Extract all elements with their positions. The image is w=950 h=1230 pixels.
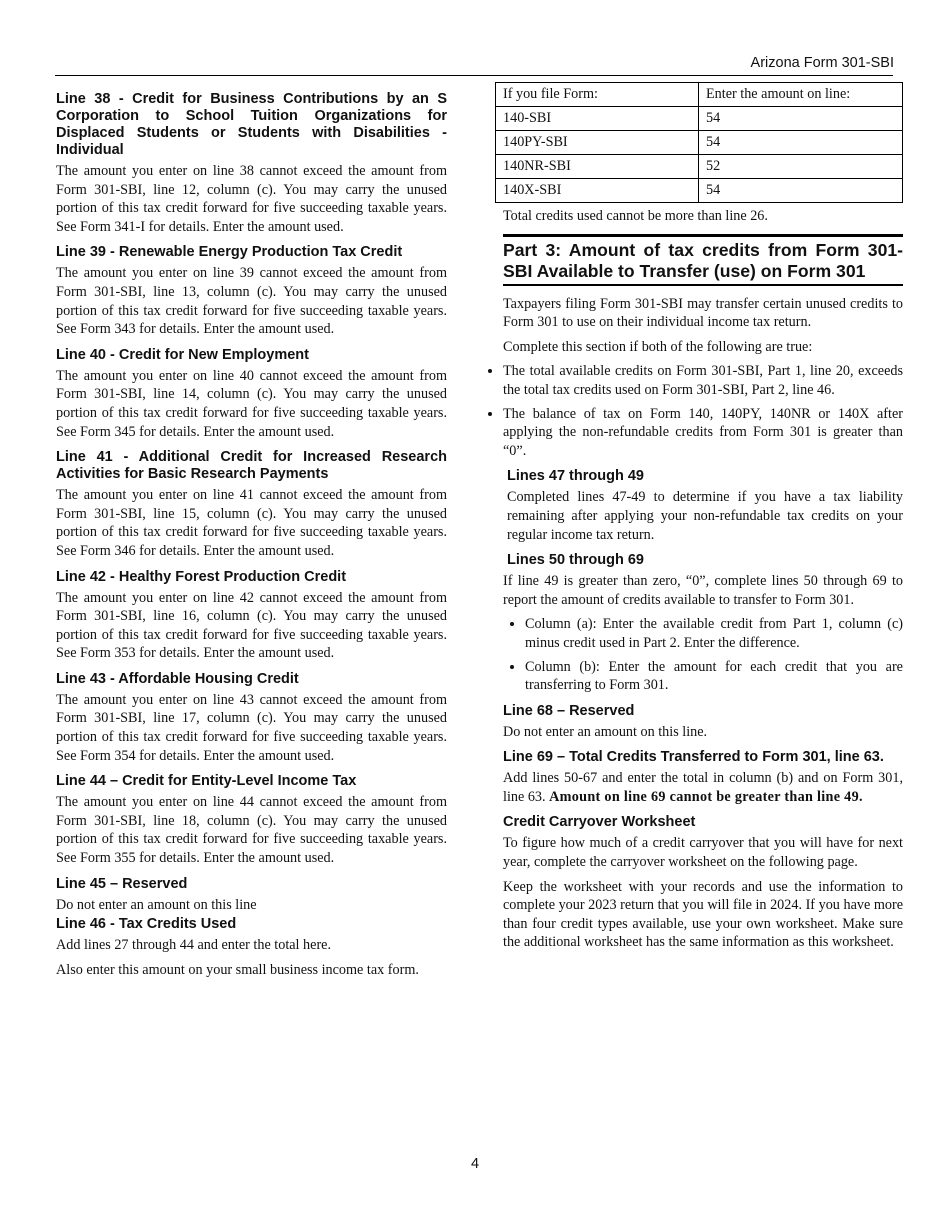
line-69-heading: Line 69 – Total Credits Transferred to Form 301, line 63.	[503, 749, 884, 766]
line-46-text-2: Also enter this amount on your small business income tax form.	[56, 961, 419, 978]
line-46-text: Add lines 27 through 44 and enter the total here.	[56, 937, 332, 954]
line-39-heading: Line 39 - Renewable Energy Production Tax Credit	[56, 244, 403, 261]
table-cell-form: 140-SBI	[496, 107, 699, 131]
part-3-conditions: Complete this section if both of the following are true:	[503, 338, 813, 355]
lines-47-49-heading: Lines 47 through 49	[507, 468, 644, 485]
line-44-text: The amount you enter on line 44 cannot exceed the amount from Form 301-SBI, line 18, column (c). You may carry the unused portion of this tax credit forward for five succeeding taxable years. See Form 355 for details. Enter the amount used.	[56, 794, 447, 867]
worksheet-heading: Credit Carryover Worksheet	[503, 814, 696, 831]
table-cell-line: 52	[699, 155, 903, 179]
line-45-text: Do not enter an amount on this line	[56, 896, 257, 913]
line-46-heading: Line 46 - Tax Credits Used	[56, 916, 237, 933]
table-row	[496, 107, 903, 131]
worksheet-text-2: Keep the worksheet with your records and use the information to complete your 2023 return that you will file in 2024. If you have more than four credit types available, use your own worksheet. Make sure the additional worksheet has the same information as this worksheet.	[503, 878, 903, 951]
part-3-title: Part 3: Amount of tax credits from Form 301-SBI Available to Transfer (use) on Form 301	[503, 234, 903, 286]
page-number: 4	[470, 1156, 480, 1172]
table-row	[496, 131, 903, 155]
line-68-text: Do not enter an amount on this line.	[503, 723, 708, 740]
table-cell-line: 54	[699, 179, 903, 203]
line-42-text: The amount you enter on line 42 cannot exceed the amount from Form 301-SBI, line 16, column (c). You may carry the unused portion of this tax credit forward for five succeeding taxable years. See Form 353 for details. Enter the amount used.	[56, 589, 447, 662]
part-3-bullet-list	[495, 362, 903, 460]
line-38-heading: Line 38 - Credit for Business Contributions by an S Corporation to School Tuition Organizations for Displaced Students or Students with Disabilities - Individual	[56, 91, 447, 158]
lines-50-69-text: If line 49 is greater than zero, “0”, complete lines 50 through 69 to report the amount of credits available to transfer to Form 301.	[503, 573, 903, 608]
table-note: Total credits used cannot be more than line 26.	[503, 208, 768, 224]
table-header-row	[496, 83, 903, 107]
line-38-text: The amount you enter on line 38 cannot exceed the amount from Form 301-SBI, line 12, column (c). You may carry the unused portion of this tax credit forward for five succeeding taxable years. See Form 341-I for details. Enter the amount used.	[56, 163, 447, 235]
worksheet-text: To figure how much of a credit carryover that you will have for next year, complete the carryover worksheet on the following page.	[503, 835, 903, 871]
list-item: • The total available credits on Form 301-SBI, Part 1, line 20, exceeds the total tax credits used on Form 301-SBI, Part 2, line 46.	[503, 362, 903, 399]
form-header-title: Arizona Form 301-SBI	[750, 55, 894, 71]
table-cell-form: 140PY-SBI	[496, 131, 699, 155]
line-69-instruction: Add lines 50-67 and enter the total in column (b) and on Form 301, line 63.	[503, 770, 903, 805]
table-cell-line: 54	[699, 107, 903, 131]
list-item: • The balance of tax on Form 140, 140PY, 140NR or 140X after applying the non-refundable credits from Form 301 is greater than “0”.	[503, 405, 903, 461]
table-header-cell: Enter the amount on line:	[699, 83, 903, 107]
line-40-heading: Line 40 - Credit for New Employment	[56, 346, 309, 363]
list-item: • Column (b): Enter the amount for each credit that you are transferring to Form 301.	[525, 658, 903, 695]
lines-50-69-heading: Lines 50 through 69	[507, 552, 644, 569]
line-69-text	[495, 769, 903, 806]
line-41-heading: Line 41 - Additional Credit for Increased Research Activities for Basic Research Payments	[56, 449, 447, 483]
lines-50-69-bullet-list	[495, 615, 903, 694]
table-header-cell: If you file Form:	[496, 83, 699, 107]
table-cell-line: 54	[699, 131, 903, 155]
line-42-heading: Line 42 - Healthy Forest Production Credit	[56, 568, 347, 585]
table-row	[496, 179, 903, 203]
line-68-heading: Line 68 – Reserved	[503, 702, 635, 719]
table-cell-form: 140X-SBI	[496, 179, 699, 203]
line-39-text: The amount you enter on line 39 cannot exceed the amount from Form 301-SBI, line 13, column (c). You may carry the unused portion of this tax credit forward for five succeeding taxable years. See Form 343 for details. Enter the amount used.	[56, 265, 447, 338]
table-cell-form: 140NR-SBI	[496, 155, 699, 179]
line-69-limit-note: Amount on line 69 cannot be greater than line 49.	[549, 788, 863, 805]
line-45-heading: Line 45 – Reserved	[56, 875, 188, 892]
line-43-text: The amount you enter on line 43 cannot exceed the amount from Form 301-SBI, line 17, column (c). You may carry the unused portion of this tax credit forward for five succeeding taxable years. See Form 354 for details. Enter the amount used.	[56, 691, 447, 764]
form-line-table	[495, 82, 903, 203]
right-column	[495, 82, 903, 958]
line-43-heading: Line 43 - Affordable Housing Credit	[56, 670, 299, 687]
lines-47-49-text: Completed lines 47-49 to determine if you have a tax liability remaining after applying your non-refundable tax credits on your regular income tax return.	[507, 489, 903, 543]
table-row	[496, 155, 903, 179]
line-44-heading: Line 44 – Credit for Entity-Level Income Tax	[56, 773, 357, 790]
left-column	[56, 82, 447, 985]
part-3-intro: Taxpayers filing Form 301-SBI may transfer certain unused credits to Form 301 to use on their individual income tax return.	[503, 295, 903, 331]
header-rule	[55, 75, 893, 76]
list-item: • Column (a): Enter the available credit from Part 1, column (c) minus credit used in Part 2. Enter the difference.	[525, 615, 903, 652]
line-41-text: The amount you enter on line 41 cannot exceed the amount from Form 301-SBI, line 15, column (c). You may carry the unused portion of this tax credit forward for five succeeding taxable years. See Form 346 for details. Enter the amount used.	[56, 487, 447, 559]
line-40-text: The amount you enter on line 40 cannot exceed the amount from Form 301-SBI, line 14, column (c). You may carry the unused portion of this tax credit forward for five succeeding taxable years. See Form 345 for details. Enter the amount used.	[56, 367, 447, 440]
